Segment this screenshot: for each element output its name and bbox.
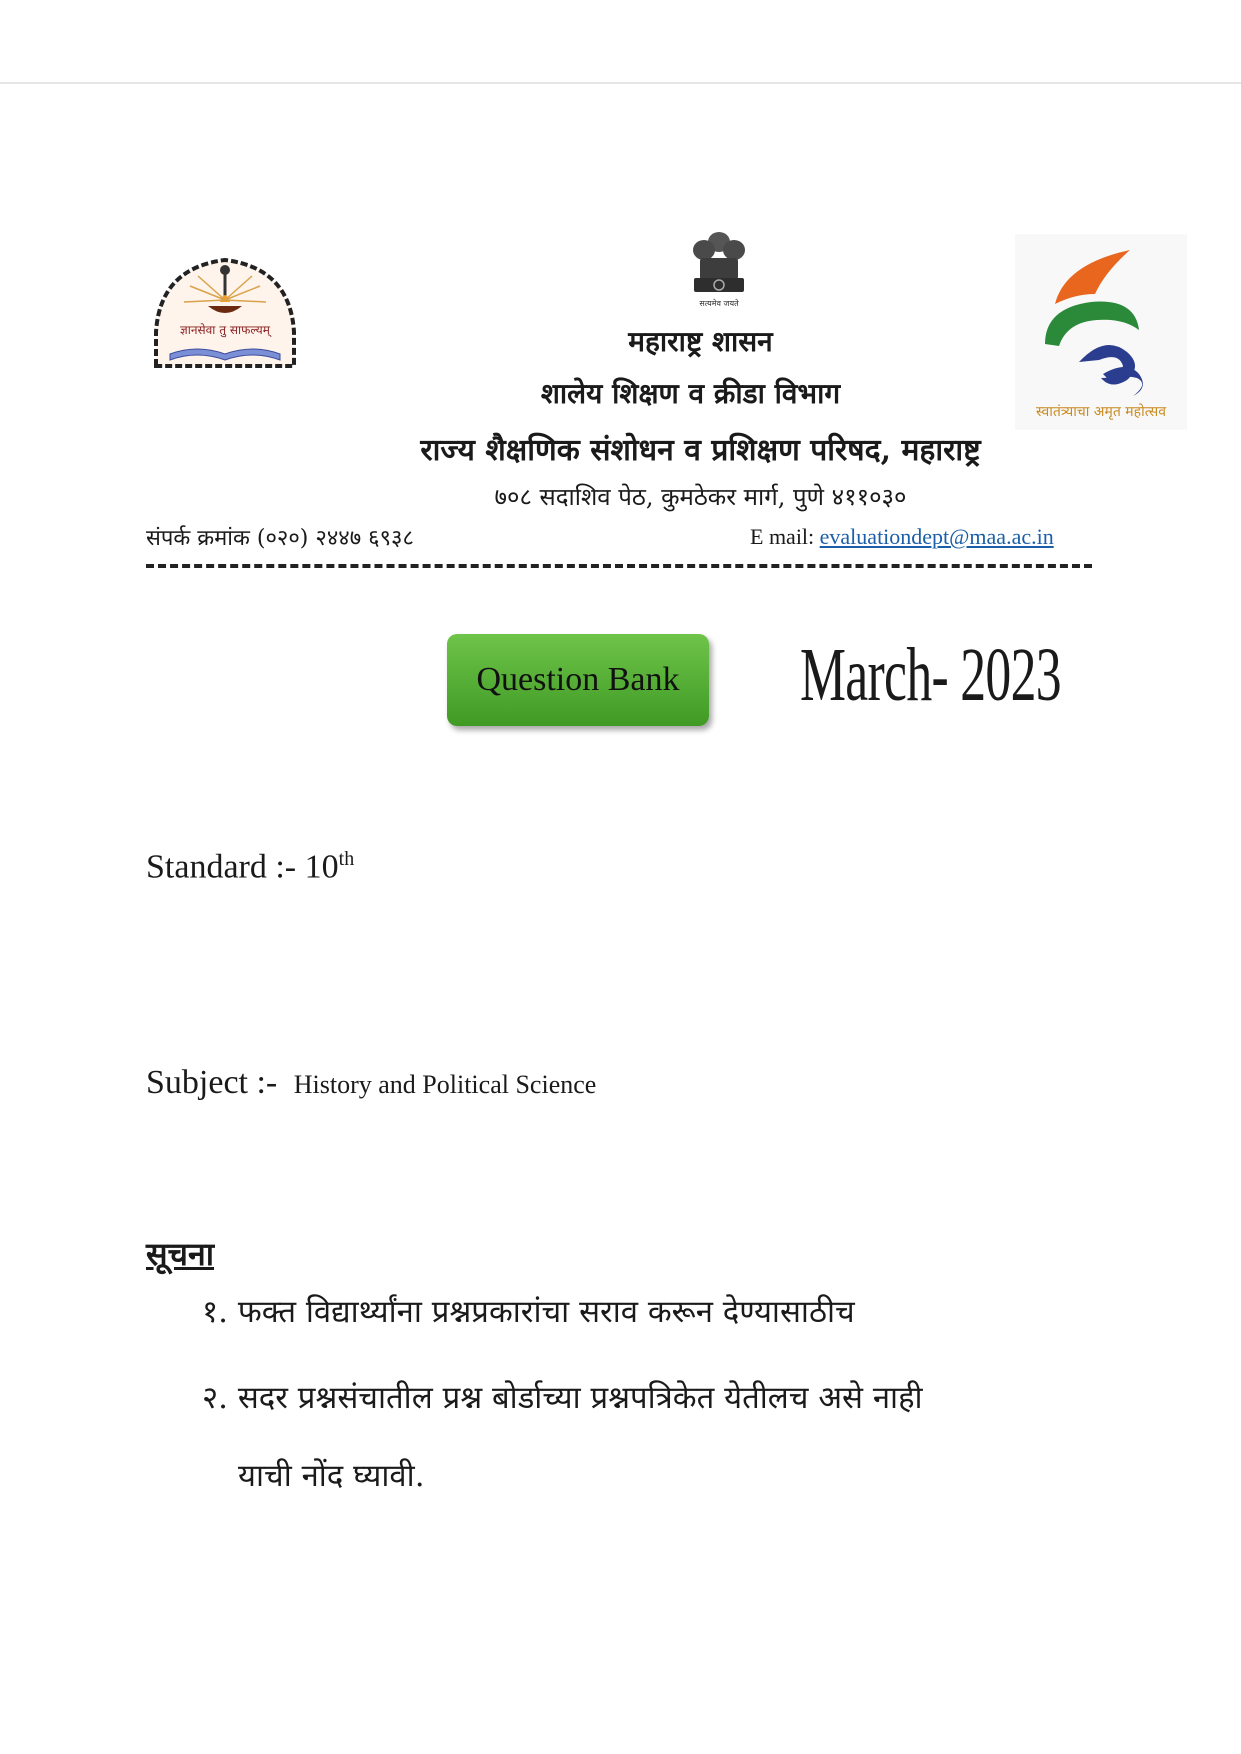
dashed-divider <box>146 564 1092 568</box>
department-title: शालेय शिक्षण व क्रीडा विभाग <box>540 377 841 410</box>
standard-value: 10 <box>304 848 339 886</box>
note-item-1: १. फक्त विद्यार्थ्यांना प्रश्नप्रकारांचा सराव करून देण्यासाठीच <box>202 1294 855 1330</box>
logo-motto: ज्ञानसेवा तु साफल्यम् <box>180 323 270 337</box>
standard-row <box>146 848 354 886</box>
email-link[interactable]: evaluationdept@maa.ac.in <box>819 524 1054 549</box>
question-bank-button[interactable]: Question Bank <box>447 634 709 726</box>
email-row <box>750 524 1054 550</box>
address: ७०८ सदाशिव पेठ, कुमठेकर मार्ग, पुणे ४११०३० <box>494 483 907 511</box>
note-item-2-continued: याची नोंद घ्यावी. <box>238 1458 425 1494</box>
note-item-2: २. सदर प्रश्नसंचातील प्रश्न बोर्डाच्या प्रश्नपत्रिकेत येतीलच असे नाही <box>202 1380 923 1416</box>
emblem-caption: सत्यमेव जयते <box>699 299 739 308</box>
notes-title: सूचना <box>146 1235 215 1273</box>
exam-date: March- 2023 <box>800 633 1061 717</box>
subject-row <box>146 1064 596 1102</box>
council-title: राज्य शैक्षणिक संशोधन व प्रशिक्षण परिषद, महाराष्ट्र <box>420 433 981 468</box>
govt-title: महाराष्ट्र शासन <box>628 325 773 358</box>
top-bar <box>0 0 1241 84</box>
subject-value: History and Political Science <box>293 1070 597 1099</box>
standard-label: Standard :- <box>146 848 297 886</box>
contact-number: संपर्क क्रमांक (०२०) २४४७ ६९३८ <box>146 526 414 551</box>
subject-label: Subject :- <box>146 1064 278 1101</box>
standard-suffix: th <box>338 848 355 870</box>
national-emblem <box>686 230 752 310</box>
amrit-mahotsav-text: स्वातंत्र्याचा अमृत महोत्सव <box>1036 404 1166 420</box>
email-label: E mail: <box>750 524 815 549</box>
